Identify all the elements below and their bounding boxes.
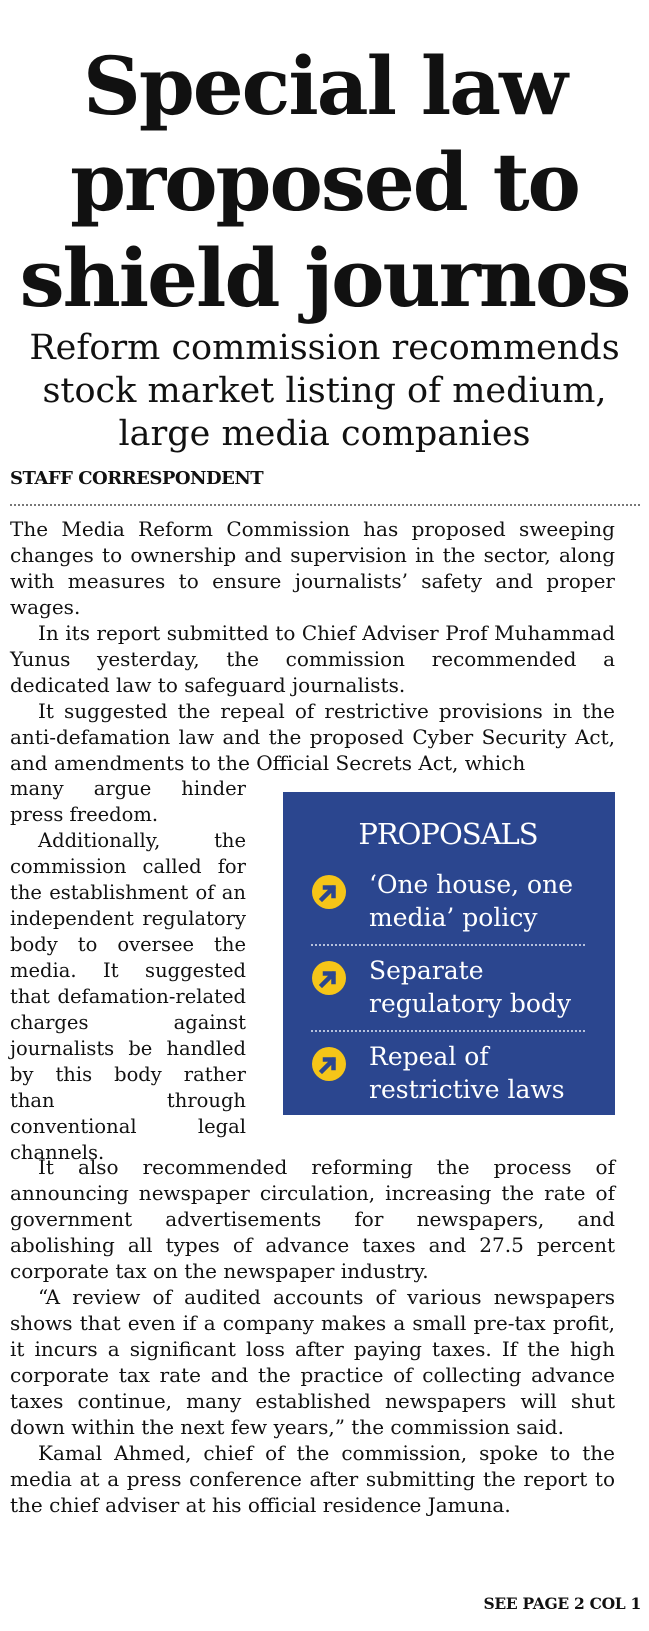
arrow-badge-icon <box>311 1046 347 1082</box>
article-paragraph: In its report submitted to Chief Adviser Prof Muhammad Yunus yesterday, the commission recommended a dedicated law to safeguard journalists. <box>10 621 615 697</box>
article-paragraph: Kamal Ahmed, chief of the commission, spoke to the media at a press conference after submitting the report to the chief adviser at his official residence Jamuna. <box>10 1441 615 1517</box>
proposals-title: PROPOSALS <box>358 817 538 851</box>
article-body-column <box>10 776 246 1166</box>
proposal-label: Separate regulatory body <box>369 956 572 1018</box>
proposal-item <box>311 1030 585 1116</box>
dotted-divider <box>10 504 640 506</box>
article-paragraph: “A review of audited accounts of various newspapers shows that even if a company makes a small pre-tax profit, it incurs a significant loss after paying taxes. If the high corporate tax rate and the practice of collecting advance taxes continue, many established newspapers will shut down within the next few years,” the commission said. <box>10 1285 615 1439</box>
byline: STAFF CORRESPONDENT <box>10 468 264 489</box>
proposal-label: Repeal of restrictive laws <box>369 1042 565 1104</box>
headline <box>0 38 649 326</box>
proposal-item <box>311 944 585 1030</box>
proposal-label: ‘One house, one media’ policy <box>369 870 574 932</box>
subhead-line: stock market listing of medium, <box>42 371 607 411</box>
headline-line: proposed to <box>70 135 579 229</box>
subhead-line: large media companies <box>118 414 531 454</box>
article-paragraph: It also recommended reforming the process of announcing newspaper circulation, increasing the rate of government advertisements for newspapers, and abolishing all types of advance taxes and 27.5 percent corporate tax on the newspaper industry. <box>10 1155 615 1283</box>
article-paragraph: The Media Reform Commission has proposed sweeping changes to ownership and supervision in the sector, along with measures to ensure journalists’ safety and proper wages. <box>10 517 615 619</box>
article-paragraph: It suggested the repeal of restrictive provisions in the anti-defamation law and the proposed Cyber Security Act, and amendments to the Official Secrets Act, which <box>10 699 615 775</box>
continuation-jump: SEE PAGE 2 COL 1 <box>483 1594 641 1613</box>
proposal-item <box>311 860 585 944</box>
article-body-top <box>10 516 615 776</box>
headline-line: Special law <box>83 39 566 133</box>
arrow-badge-icon <box>311 960 347 996</box>
article-paragraph: many argue hinder press freedom. <box>10 777 246 826</box>
proposals-box <box>283 792 615 1115</box>
headline-line: shield journos <box>19 231 630 325</box>
subheadline <box>0 327 649 456</box>
arrow-badge-icon <box>311 874 347 910</box>
article-paragraph: Additionally, the commission called for the establishment of an independent regulatory body to oversee the media. It suggested that defamation-related charges against journalists be handled by this body rather than through conventional legal channels. <box>10 829 246 1164</box>
article-body-bottom <box>10 1154 615 1518</box>
subhead-line: Reform commission recommends <box>29 328 620 368</box>
